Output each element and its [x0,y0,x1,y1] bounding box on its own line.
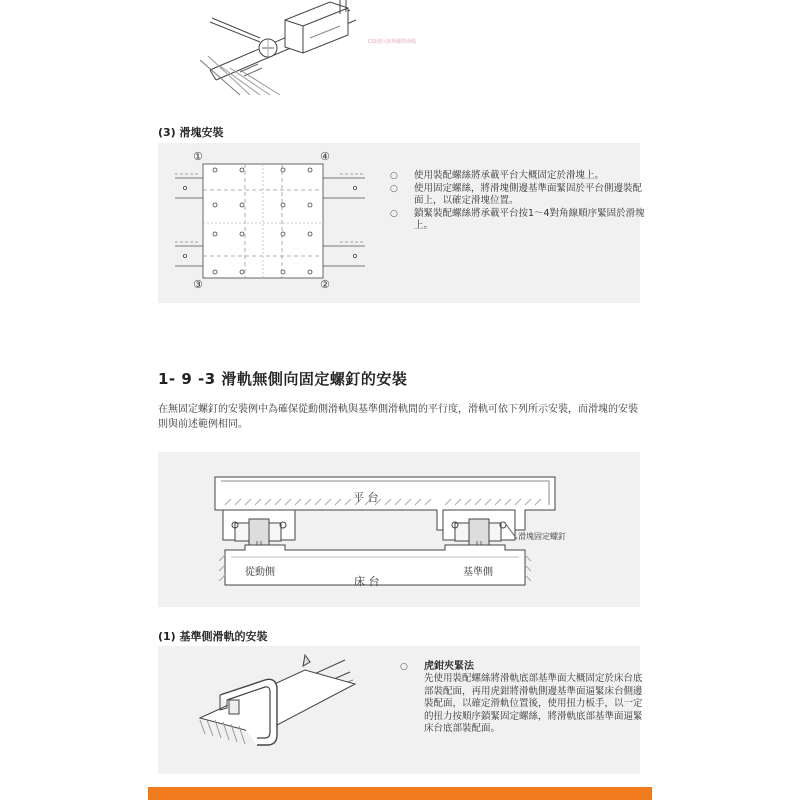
vise-clamp-illustration [185,650,360,750]
block-install-bullets [390,170,650,233]
section-paragraph: 在無固定螺釘的安裝例中為確保從動側滑軌與基準側滑軌間的平行度，滑軌可依下列所示安裝，而滑塊的安裝則與前述範例相同。 [158,404,638,430]
bullet-text: 使用固定螺絲，將滑塊側邊基準面緊固於平台側邊裝配面上，以確定滑塊位置。 [414,183,643,206]
rail-install-bullet [400,661,648,737]
section-heading-block-install: (3) 滑塊安裝 [158,126,224,139]
bed-label: 床 台 [354,575,380,588]
top-rail-illustration [200,0,360,95]
circled-number-2: ② [320,278,330,291]
bullet-item [390,170,650,182]
bullet-text: 鎖緊裝配螺絲將承載平台按1～4對角線順序緊固於滑塊上。 [414,208,645,231]
circled-number-3: ③ [193,278,203,291]
block-install-diagram [170,150,370,295]
circled-number-4: ④ [320,150,330,163]
bullet-marker: ○ [390,209,398,219]
bullet-marker: ○ [390,184,398,194]
driven-side-label: 從動側 [245,567,275,578]
bullet-text: 使用裝配螺絲將承載平台大概固定於滑塊上。 [414,170,605,181]
platform-label: 平 台 [353,491,379,504]
reference-side-label: 基準側 [463,567,493,578]
bullet-title: 虎鉗夾緊法 [424,661,474,672]
bullet-marker: ○ [400,662,408,672]
bullet-item [390,208,650,232]
bullet-text: 先使用裝配螺絲將滑軌底部基準面大概固定於床台底部裝配面，再用虎鉗將滑軌側邊基準面逼緊床台側邊裝配面，以確定滑軌位置後，使用扭力板手，以一定的扭力按順序鎖緊固定螺絲，將滑軌底部基準面逼緊床台底部裝配面。 [424,673,643,734]
bullet-item [390,183,650,207]
circled-number-1: ① [193,150,203,163]
section-heading-rail-install: (1) 基準側滑軌的安裝 [158,630,268,643]
section-title: 1- 9 -3 滑軌無側向固定螺釘的安裝 [158,370,408,388]
bullet-marker: ○ [390,171,398,181]
bullet-item [400,661,648,736]
fixing-screw-label: 滑塊固定螺釘 [518,532,566,541]
footer-accent-bar [148,787,652,800]
watermark: CSI鴻巨滾珠螺桿滑軌 [368,39,417,45]
